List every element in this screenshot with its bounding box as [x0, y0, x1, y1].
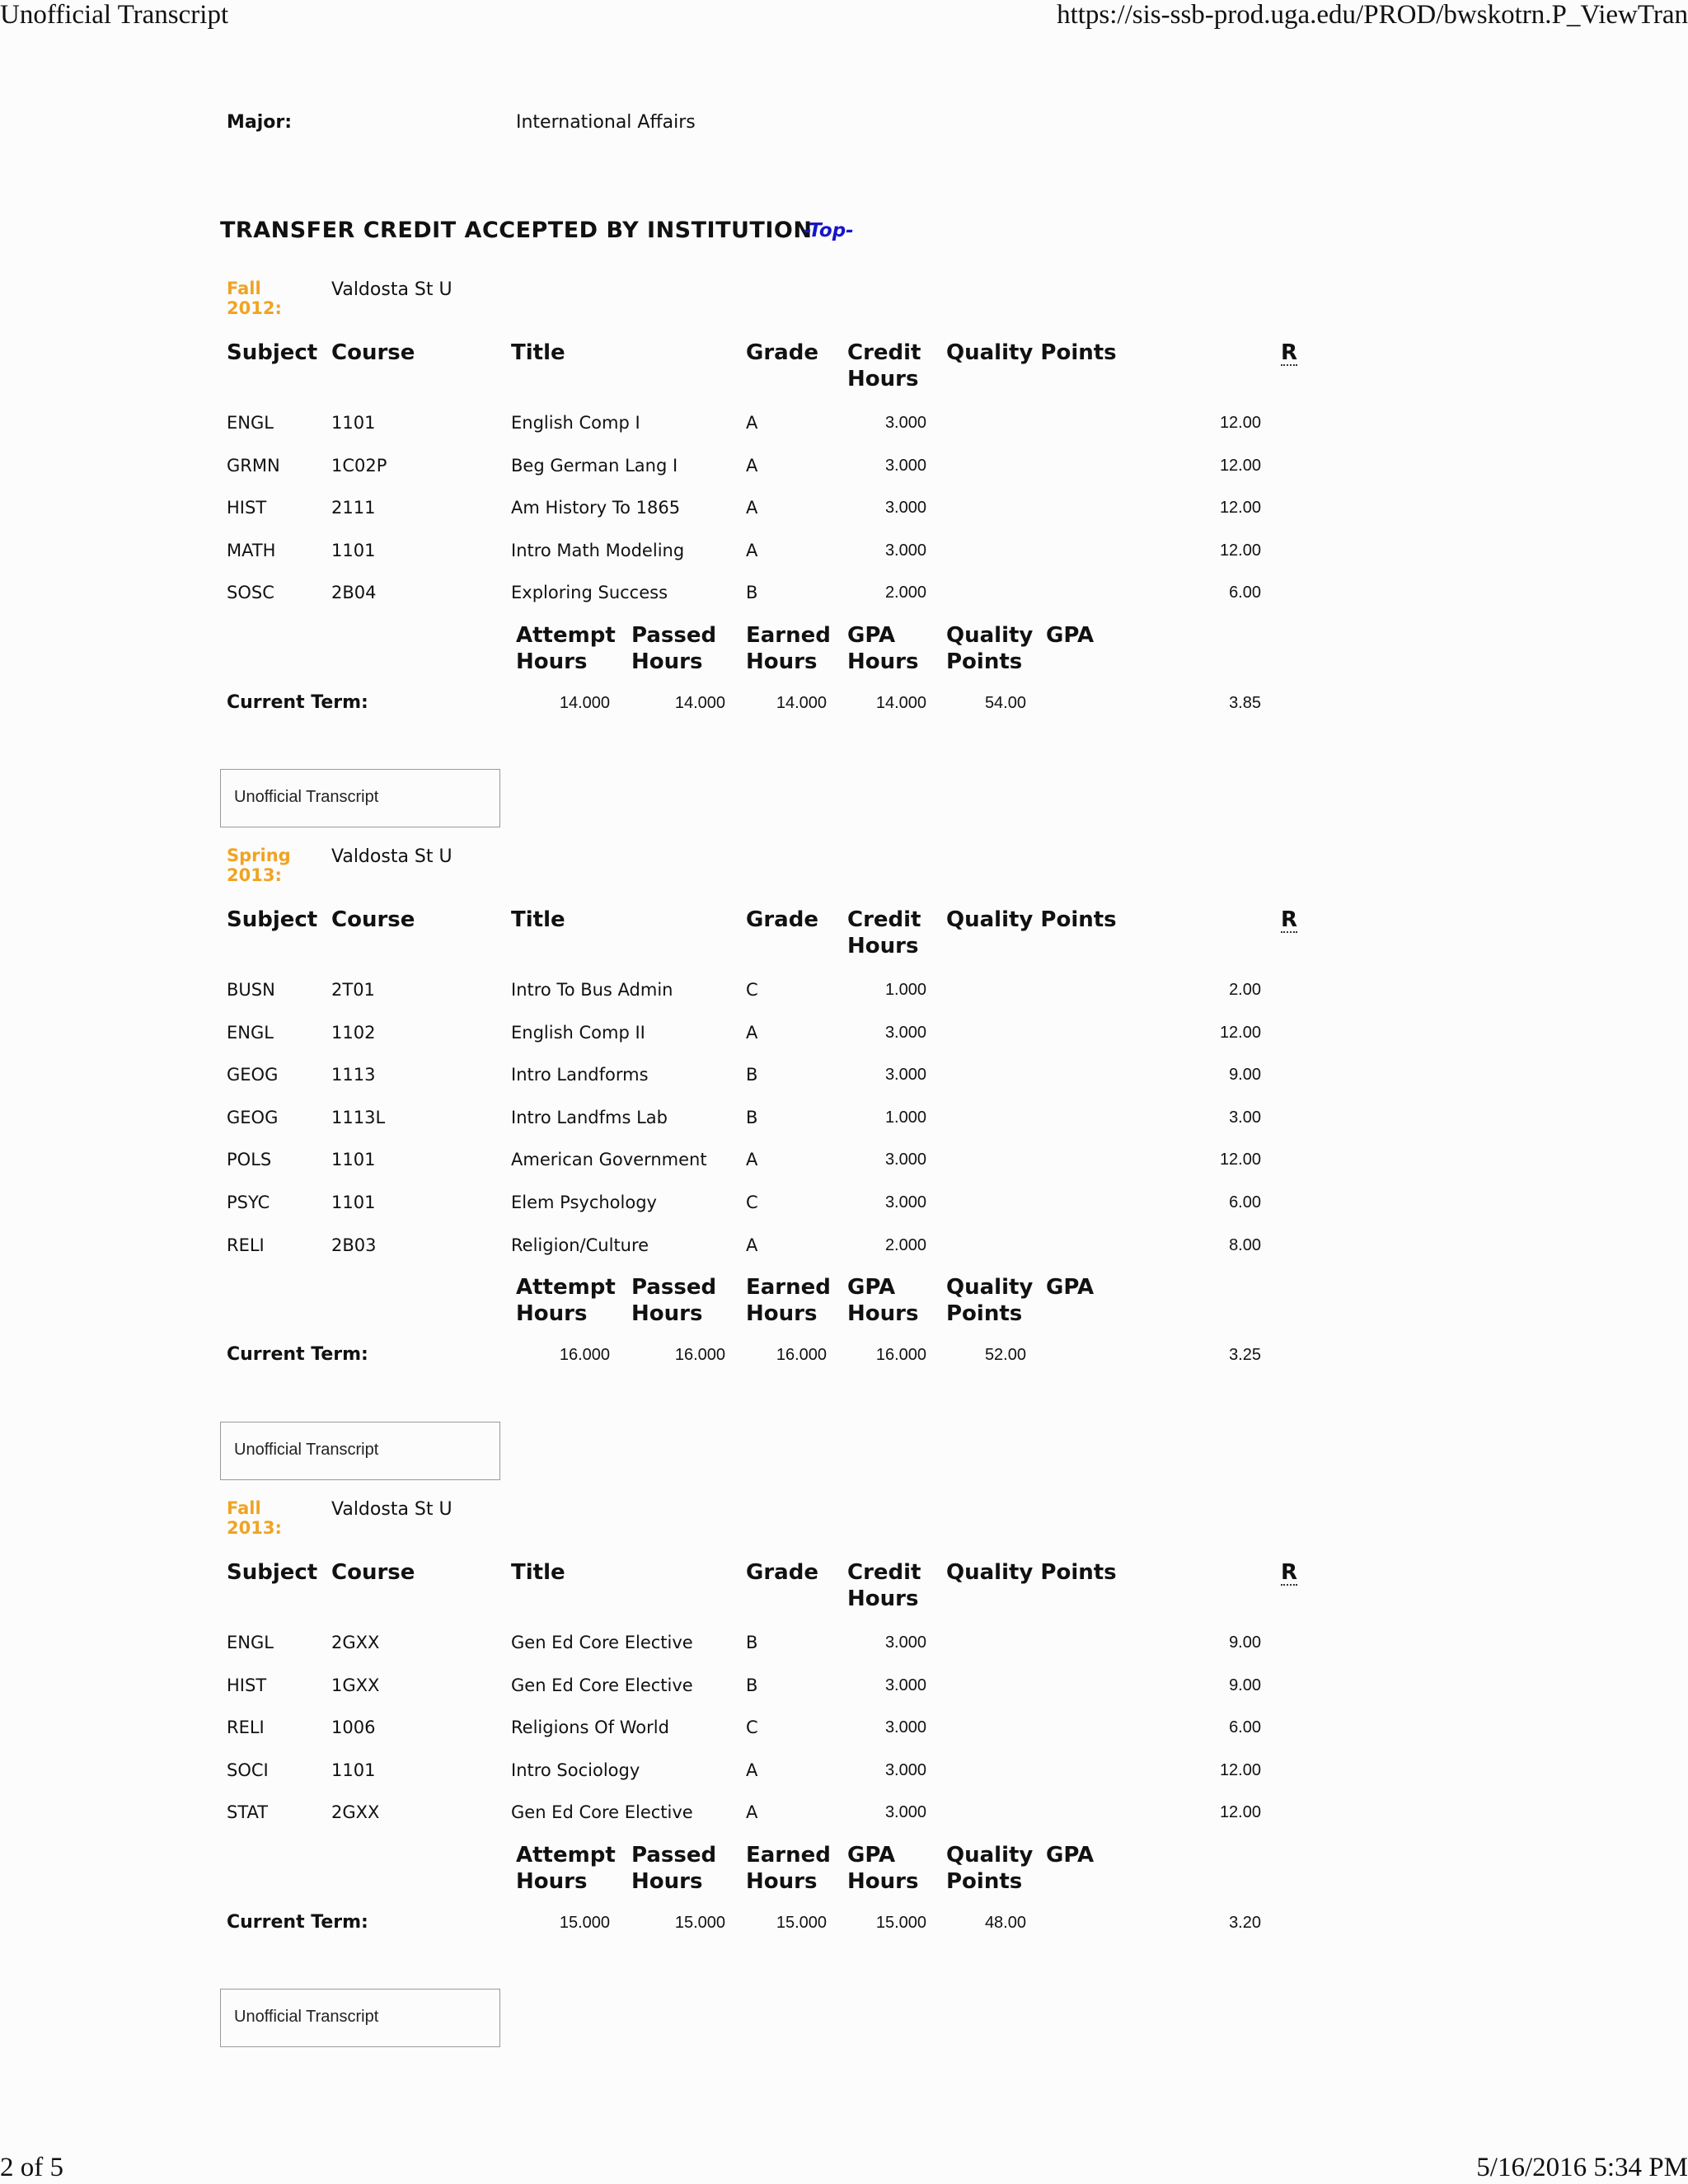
col-header-credit-hours: Hours — [847, 1586, 919, 1611]
term-institution: Valdosta St U — [331, 279, 452, 300]
current-term-label: Current Term: — [227, 692, 368, 713]
course-number: 1C02P — [331, 455, 387, 476]
course-title: English Comp II — [511, 1022, 645, 1043]
course-number: 2GXX — [331, 1633, 380, 1652]
course-quality-points: 12.00 — [1219, 1023, 1261, 1042]
course-number: 1101 — [331, 1193, 376, 1212]
current-term-gpa: 3.20 — [1229, 1914, 1261, 1932]
current-term-gpa-hours: 14.000 — [875, 694, 926, 712]
course-credit-hours: 3.000 — [884, 1675, 926, 1694]
totals-header-passed-2: Hours — [631, 1869, 703, 1894]
totals-header-earned-2: Hours — [746, 1301, 818, 1327]
current-term-passed: 14.000 — [674, 694, 725, 712]
course-quality-points: 12.00 — [1219, 1803, 1261, 1822]
col-header-title: Title — [511, 340, 565, 365]
course-credit-hours: 3.000 — [884, 1633, 926, 1652]
course-number: 1113L — [331, 1107, 386, 1127]
course-grade: A — [746, 413, 758, 433]
course-subject: STAT — [227, 1802, 269, 1823]
stamp-text: Unofficial Transcript — [234, 2008, 379, 2026]
col-header-grade: Grade — [746, 340, 818, 365]
course-title: English Comp I — [511, 413, 640, 433]
col-header-r[interactable]: R — [1281, 1560, 1298, 1585]
course-number: 1101 — [331, 413, 376, 433]
course-credit-hours: 3.000 — [884, 1066, 926, 1085]
course-title: Gen Ed Core Elective — [511, 1633, 693, 1652]
current-term-passed: 16.000 — [674, 1346, 725, 1365]
course-number: 2GXX — [331, 1802, 380, 1823]
course-quality-points: 12.00 — [1219, 1151, 1261, 1169]
totals-header-earned: Earned — [746, 1275, 831, 1301]
print-footer-datetime: 5/16/2016 5:34 PM — [1476, 2153, 1688, 2182]
course-credit-hours: 3.000 — [884, 1760, 926, 1779]
totals-header-earned-2: Hours — [746, 1869, 818, 1894]
totals-header-quality: Quality — [946, 623, 1034, 648]
col-header-credit: Credit — [847, 340, 921, 365]
course-quality-points: 6.00 — [1229, 583, 1261, 602]
col-header-credit: Credit — [847, 1560, 921, 1585]
course-subject: POLS — [227, 1150, 272, 1170]
course-subject: GEOG — [227, 1065, 279, 1085]
course-subject: MATH — [227, 540, 276, 560]
course-title: Am History To 1865 — [511, 498, 681, 518]
totals-header-attempt-2: Hours — [516, 1301, 588, 1327]
col-header-r[interactable]: R — [1281, 907, 1298, 932]
totals-header-passed: Passed — [631, 1275, 717, 1301]
course-title: Intro To Bus Admin — [511, 980, 673, 1000]
col-header-credit-hours: Hours — [847, 934, 919, 958]
course-grade: A — [746, 455, 758, 476]
course-subject: HIST — [227, 498, 267, 518]
totals-header-quality-2: Points — [946, 649, 1023, 674]
course-credit-hours: 2.000 — [884, 583, 926, 602]
course-quality-points: 3.00 — [1229, 1108, 1261, 1127]
course-subject: RELI — [227, 1235, 265, 1255]
print-header-title: Unofficial Transcript — [0, 0, 229, 30]
col-header-grade: Grade — [746, 1560, 818, 1585]
course-grade: C — [746, 980, 758, 1000]
course-quality-points: 12.00 — [1219, 456, 1261, 475]
current-term-quality: 54.00 — [984, 694, 1026, 712]
current-term-attempt: 15.000 — [559, 1914, 610, 1932]
course-title: Religions Of World — [511, 1718, 669, 1738]
totals-header-passed-2: Hours — [631, 649, 703, 674]
current-term-label: Current Term: — [227, 1912, 368, 1933]
course-credit-hours: 3.000 — [884, 541, 926, 560]
totals-header-gpa_hours-2: Hours — [847, 1869, 919, 1894]
course-number: 1102 — [331, 1022, 376, 1043]
current-term-earned: 16.000 — [776, 1346, 827, 1365]
term-label: Spring 2013: — [227, 846, 291, 885]
totals-header-quality: Quality — [946, 1843, 1034, 1868]
course-number: 1101 — [331, 1760, 376, 1780]
current-term-label: Current Term: — [227, 1344, 368, 1366]
totals-header-passed: Passed — [631, 623, 717, 648]
course-number: 1101 — [331, 1150, 376, 1170]
course-subject: HIST — [227, 1675, 267, 1695]
course-number: 1113 — [331, 1065, 376, 1085]
print-footer-page: 2 of 5 — [0, 2153, 63, 2182]
col-header-r[interactable]: R — [1281, 340, 1298, 365]
col-header-title: Title — [511, 907, 565, 932]
stamp-text: Unofficial Transcript — [234, 1441, 379, 1459]
totals-header-gpa_hours-2: Hours — [847, 1301, 919, 1327]
course-quality-points: 12.00 — [1219, 1760, 1261, 1779]
totals-header-quality-2: Points — [946, 1301, 1023, 1327]
totals-header-attempt-2: Hours — [516, 649, 588, 674]
course-quality-points: 8.00 — [1229, 1235, 1261, 1254]
course-quality-points: 6.00 — [1229, 1193, 1261, 1212]
col-header-subject: Subject — [227, 1560, 318, 1585]
course-grade: A — [746, 498, 758, 518]
totals-header-gpa: GPA — [1046, 1843, 1095, 1868]
course-credit-hours: 1.000 — [884, 1108, 926, 1127]
current-term-gpa-hours: 16.000 — [875, 1346, 926, 1365]
totals-header-gpa_hours: GPA — [847, 1275, 896, 1301]
course-title: Intro Sociology — [511, 1760, 640, 1780]
col-header-grade: Grade — [746, 907, 818, 932]
course-grade: A — [746, 1150, 758, 1170]
current-term-earned: 15.000 — [776, 1914, 827, 1932]
course-title: Gen Ed Core Elective — [511, 1675, 693, 1695]
course-subject: RELI — [227, 1718, 265, 1738]
current-term-passed: 15.000 — [674, 1914, 725, 1932]
print-header-url: https://sis-ssb-prod.uga.edu/PROD/bwskotrn.P_ViewTran — [1057, 0, 1688, 30]
totals-header-attempt: Attempt — [516, 623, 616, 648]
col-header-course: Course — [331, 1560, 415, 1585]
current-term-attempt: 16.000 — [559, 1346, 610, 1365]
course-grade: B — [746, 1107, 758, 1127]
course-grade: C — [746, 1193, 758, 1212]
course-quality-points: 12.00 — [1219, 541, 1261, 560]
course-title: Exploring Success — [511, 583, 668, 603]
col-header-subject: Subject — [227, 907, 318, 932]
course-number: 2B03 — [331, 1235, 377, 1255]
course-subject: PSYC — [227, 1193, 270, 1212]
course-title: Intro Landforms — [511, 1065, 649, 1085]
course-number: 1006 — [331, 1718, 376, 1738]
col-header-quality-points: Quality Points — [946, 1560, 1117, 1585]
course-grade: C — [746, 1718, 758, 1738]
term-label: Fall 2012: — [227, 279, 282, 318]
current-term-gpa: 3.85 — [1229, 694, 1261, 712]
totals-header-attempt: Attempt — [516, 1275, 616, 1301]
course-title: Elem Psychology — [511, 1193, 657, 1212]
course-title: Gen Ed Core Elective — [511, 1802, 693, 1823]
course-subject: ENGL — [227, 413, 274, 433]
term-institution: Valdosta St U — [331, 846, 452, 867]
course-grade: B — [746, 1065, 758, 1085]
course-subject: GRMN — [227, 455, 280, 476]
course-grade: B — [746, 1675, 758, 1695]
course-credit-hours: 2.000 — [884, 1235, 926, 1254]
course-quality-points: 9.00 — [1229, 1675, 1261, 1694]
course-credit-hours: 1.000 — [884, 981, 926, 999]
col-header-subject: Subject — [227, 340, 318, 365]
unofficial-transcript-stamp — [220, 1422, 500, 1480]
course-grade: A — [746, 540, 758, 560]
unofficial-transcript-stamp — [220, 769, 500, 827]
course-credit-hours: 3.000 — [884, 456, 926, 475]
course-number: 1101 — [331, 540, 376, 560]
course-title: Religion/Culture — [511, 1235, 649, 1255]
course-credit-hours: 3.000 — [884, 414, 926, 432]
top-link[interactable]: -Top- — [804, 220, 854, 241]
col-header-quality-points: Quality Points — [946, 340, 1117, 365]
totals-header-earned: Earned — [746, 1843, 831, 1868]
course-title: American Government — [511, 1150, 707, 1170]
unofficial-transcript-stamp — [220, 1989, 500, 2047]
course-number: 2111 — [331, 498, 376, 518]
course-quality-points: 9.00 — [1229, 1066, 1261, 1085]
course-subject: GEOG — [227, 1107, 279, 1127]
current-term-quality: 48.00 — [984, 1914, 1026, 1932]
course-subject: ENGL — [227, 1022, 274, 1043]
course-subject: ENGL — [227, 1633, 274, 1652]
totals-header-quality: Quality — [946, 1275, 1034, 1301]
col-header-credit: Credit — [847, 907, 921, 932]
course-credit-hours: 3.000 — [884, 499, 926, 518]
course-title: Beg German Lang I — [511, 455, 678, 476]
term-institution: Valdosta St U — [331, 1499, 452, 1520]
term-label: Fall 2013: — [227, 1498, 282, 1538]
current-term-earned: 14.000 — [776, 694, 827, 712]
major-label: Major: — [227, 112, 293, 133]
course-credit-hours: 3.000 — [884, 1193, 926, 1212]
current-term-quality: 52.00 — [984, 1346, 1026, 1365]
course-quality-points: 12.00 — [1219, 414, 1261, 432]
course-credit-hours: 3.000 — [884, 1718, 926, 1737]
course-credit-hours: 3.000 — [884, 1803, 926, 1822]
course-number: 2B04 — [331, 583, 377, 603]
current-term-gpa-hours: 15.000 — [875, 1914, 926, 1932]
course-grade: B — [746, 1633, 758, 1652]
course-title: Intro Math Modeling — [511, 540, 685, 560]
course-quality-points: 9.00 — [1229, 1633, 1261, 1652]
course-grade: A — [746, 1235, 758, 1255]
totals-header-attempt-2: Hours — [516, 1869, 588, 1894]
course-number: 2T01 — [331, 980, 375, 1000]
course-grade: B — [746, 583, 758, 603]
section-title: TRANSFER CREDIT ACCEPTED BY INSTITUTION — [220, 218, 813, 243]
course-credit-hours: 3.000 — [884, 1151, 926, 1169]
totals-header-gpa: GPA — [1046, 1275, 1095, 1301]
totals-header-attempt: Attempt — [516, 1843, 616, 1868]
totals-header-gpa_hours: GPA — [847, 1843, 896, 1868]
col-header-course: Course — [331, 340, 415, 365]
current-term-attempt: 14.000 — [559, 694, 610, 712]
totals-header-passed: Passed — [631, 1843, 717, 1868]
col-header-title: Title — [511, 1560, 565, 1585]
col-header-quality-points: Quality Points — [946, 907, 1117, 932]
course-title: Intro Landfms Lab — [511, 1107, 668, 1127]
col-header-credit-hours: Hours — [847, 367, 919, 391]
totals-header-quality-2: Points — [946, 1869, 1023, 1894]
totals-header-earned-2: Hours — [746, 649, 818, 674]
current-term-gpa: 3.25 — [1229, 1346, 1261, 1365]
course-quality-points: 2.00 — [1229, 981, 1261, 999]
course-number: 1GXX — [331, 1675, 380, 1695]
col-header-course: Course — [331, 907, 415, 932]
totals-header-passed-2: Hours — [631, 1301, 703, 1327]
course-quality-points: 12.00 — [1219, 499, 1261, 518]
course-grade: A — [746, 1802, 758, 1823]
totals-header-gpa_hours: GPA — [847, 623, 896, 648]
course-quality-points: 6.00 — [1229, 1718, 1261, 1737]
course-credit-hours: 3.000 — [884, 1023, 926, 1042]
totals-header-earned: Earned — [746, 623, 831, 648]
course-grade: A — [746, 1760, 758, 1780]
stamp-text: Unofficial Transcript — [234, 788, 379, 806]
course-subject: SOCI — [227, 1760, 269, 1780]
major-value: International Affairs — [516, 112, 696, 133]
course-subject: SOSC — [227, 583, 274, 603]
course-subject: BUSN — [227, 980, 275, 1000]
totals-header-gpa_hours-2: Hours — [847, 649, 919, 674]
totals-header-gpa: GPA — [1046, 623, 1095, 648]
course-grade: A — [746, 1022, 758, 1043]
